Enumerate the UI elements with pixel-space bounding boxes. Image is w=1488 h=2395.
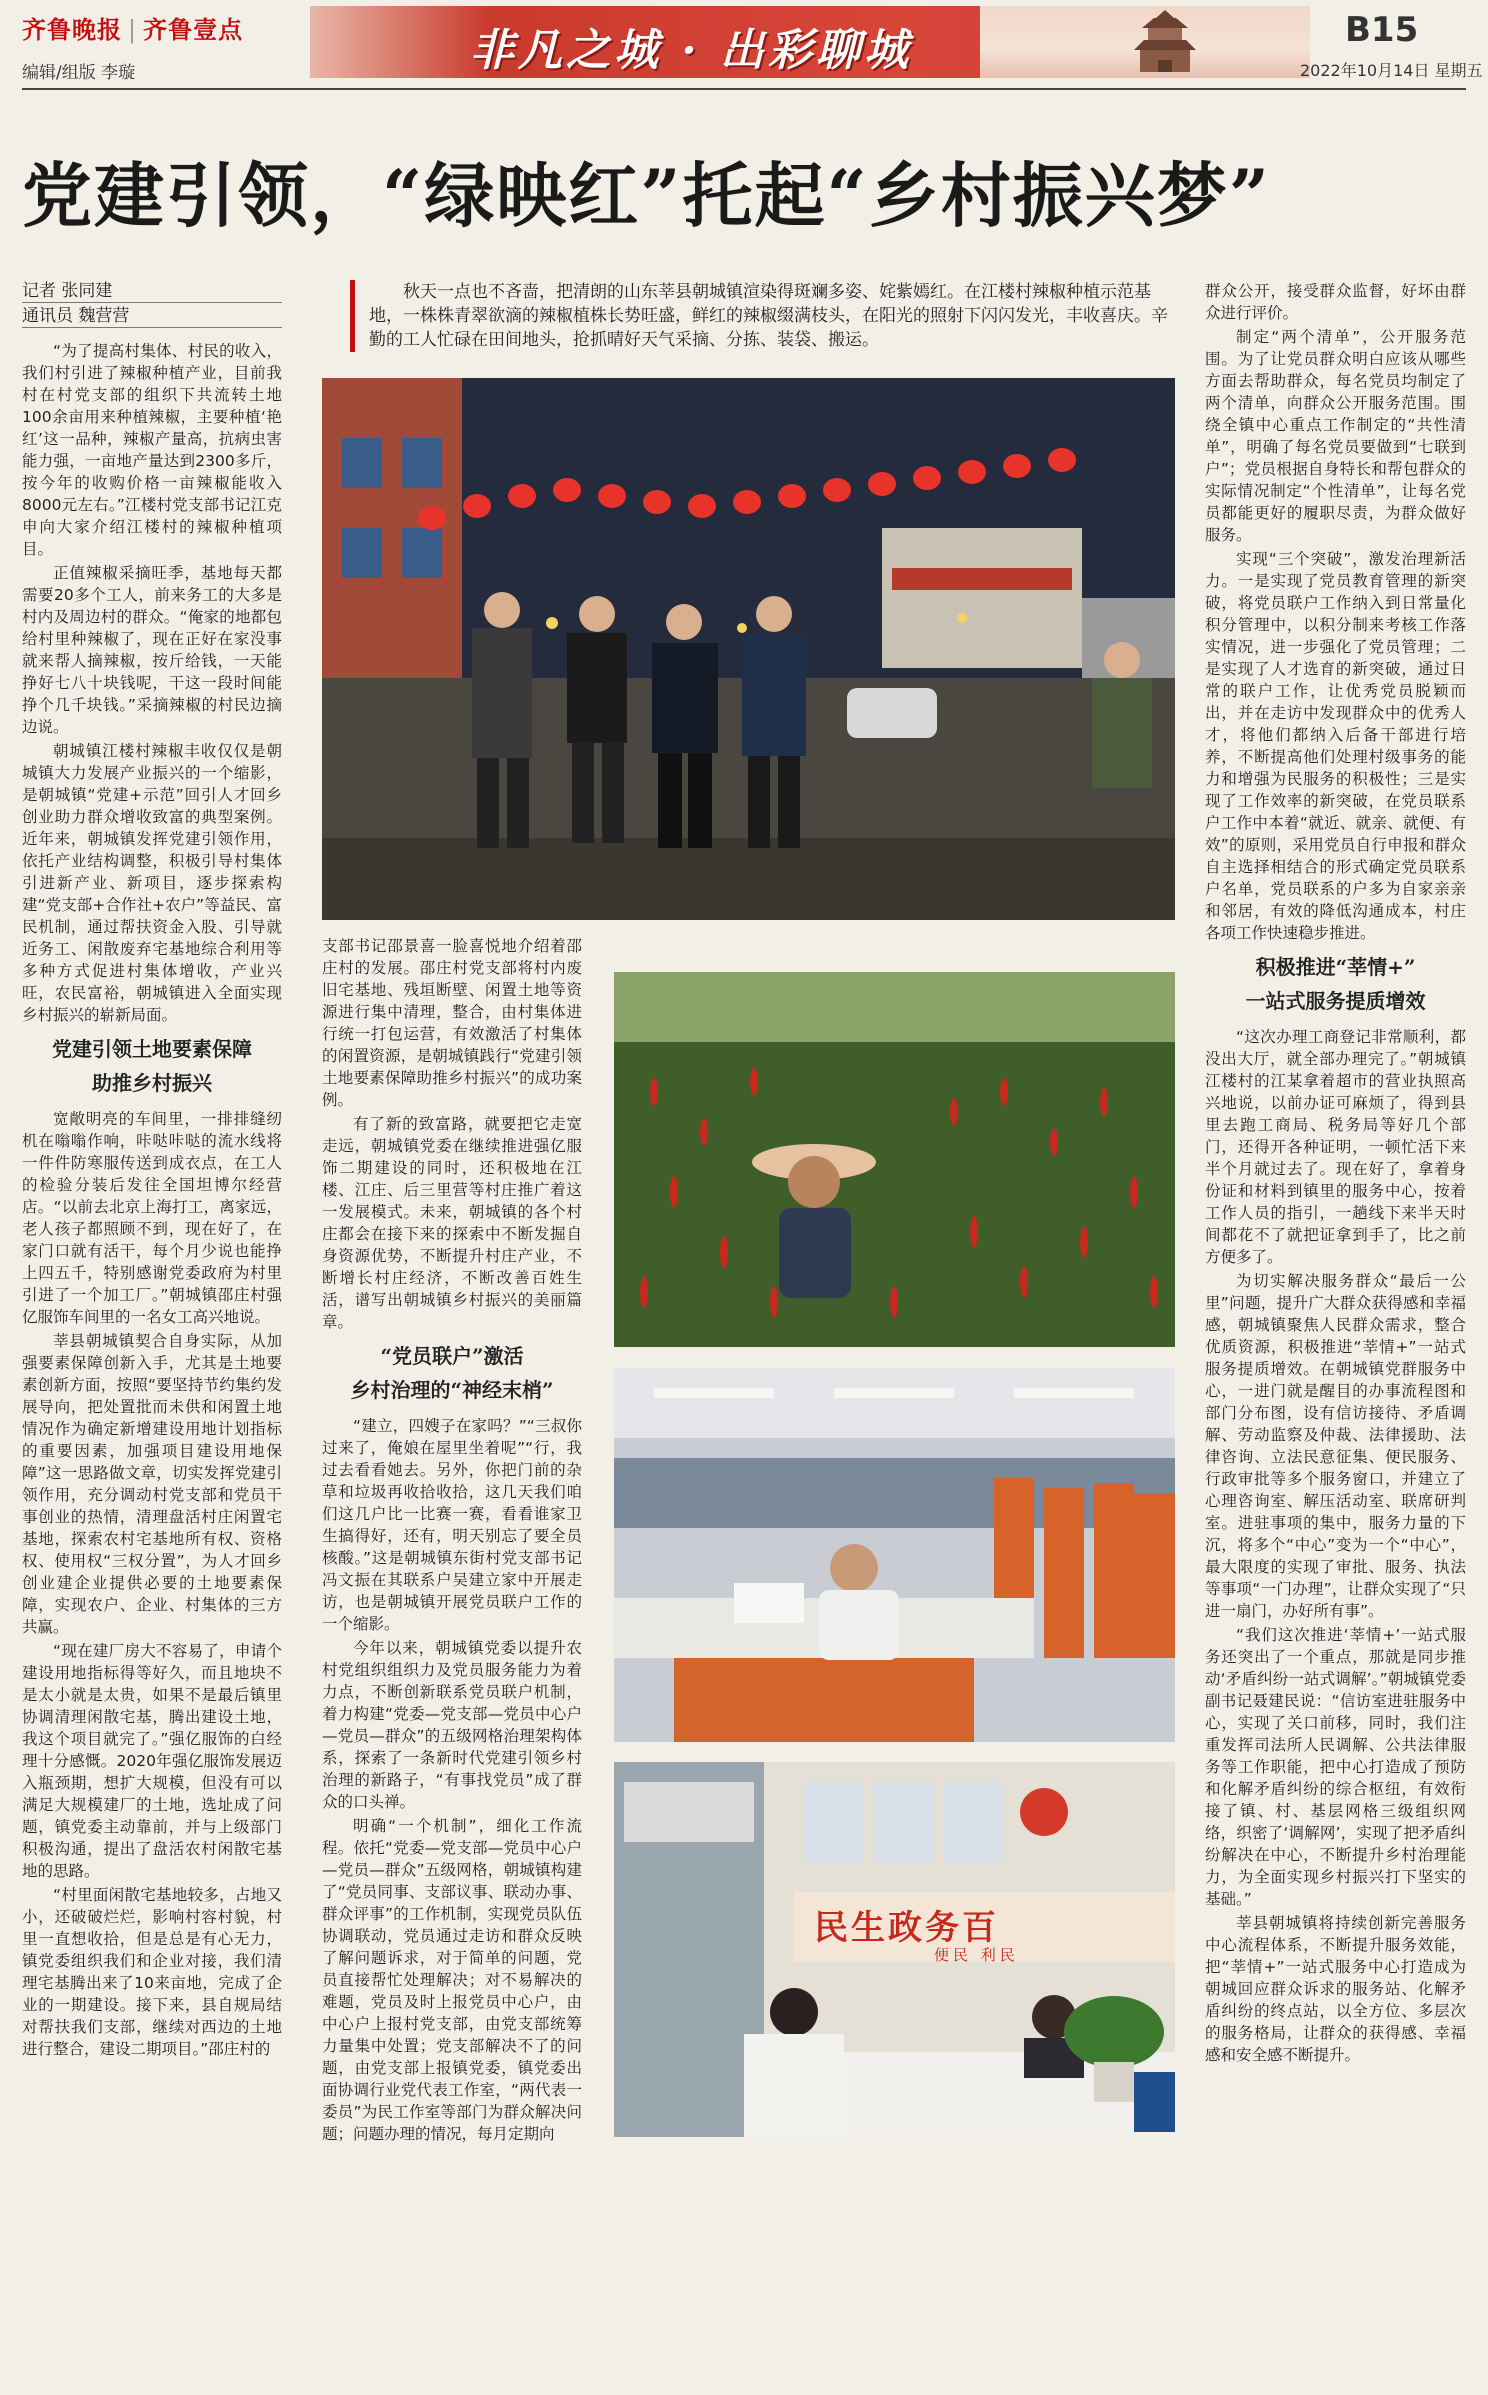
tower-illustration xyxy=(1120,10,1210,72)
issue-date: 2022年10月14日 星期五 xyxy=(1300,61,1483,80)
paragraph: “现在建厂房大不容易了，申请个建设用地指标得等好久，而且地块不是太小就是太贵，如果不是最后镇里协调清理闲散宅基，腾出建设土地，我这个项目就完了。”强亿服饰的白经理十分感慨。2020年强亿服饰发展迈入瓶颈期，想扩大规模，但没有可以满足大规模建厂的土地，选址成了问题，镇党委主动靠前，并与上级部门积极沟通，提出了盘活农村闲散宅基地的思路。 xyxy=(22,1642,282,1880)
paragraph: 莘县朝城镇将持续创新完善服务中心流程体系，不断提升服务效能，把“莘情+”一站式服务中心打造成为朝城回应群众诉求的服务站、化解矛盾纠纷的终点站，以全方位、多层次的服务格局，让群众的获得感、幸福感和安全感不断提升。 xyxy=(1205,1914,1466,2064)
newspaper-logo: 齐鲁晚报 | 齐鲁壹点 xyxy=(22,15,244,44)
column-3 xyxy=(1205,280,1466,2068)
column-2 xyxy=(322,935,582,2147)
service-sign-sub: 便民 利民 xyxy=(934,1946,1019,1964)
section-heading: 积极推进“莘情+” 一站式服务提质增效 xyxy=(1245,955,1426,1013)
correspondent: 通讯员 魏营营 xyxy=(22,305,282,328)
reporter: 记者 张同建 xyxy=(22,280,282,303)
paragraph: 今年以来，朝城镇党委以提升农村党组织组织力及党员服务能力为着力点，不断创新联系党员联户机制，着力构建“党委—党支部—党员中心户—党员—群众”的五级网格治理架构体系，探索了一条新时代党建引领乡村治理的新路子，“有事找党员”成了群众的口头禅。 xyxy=(322,1639,582,1811)
paragraph: 正值辣椒采摘旺季，基地每天都需要20多个工人，前来务工的大多是村内及周边村的群众。“俺家的地都包给村里种辣椒了，现在正好在家没事就来帮人摘辣椒，按斤给钱，一天能挣好七八十块钱呢，干这一段时间能挣个几千块钱。”采摘辣椒的村民边摘边说。 xyxy=(22,564,282,736)
photo-service-center xyxy=(614,1762,1175,2137)
section-heading: “党员联户”激活 乡村治理的“神经末梢” xyxy=(350,1344,554,1402)
paragraph: “建立，四嫂子在家吗？”“三叔你过来了，俺娘在屋里坐着呢”“行，我过去看看她去。另外，你把门前的杂草和垃圾再收拾收拾，这几天我们咱们这几户比一比赛一赛，看看谁家卫生搞得好，还有，明天别忘了要全员核酸。”这是朝城镇东街村党支部书记冯文振在其联系户吴建立家中开展走访，也是朝城镇开展党员联户工作的一个缩影。 xyxy=(322,1417,582,1633)
photo-garment-workshop xyxy=(614,1368,1175,1742)
service-sign: 民生政务百 xyxy=(814,1908,999,1948)
paragraph: “村里面闲散宅基地较多，占地又小，还破破烂烂，影响村容村貌，村里一直想收拾，但是总是有心无力，镇党委组织我们和企业对接，我们清理宅基腾出来了10来亩地，完成了企业的一期建设。接下来，县自规局结对帮扶我们支部，继续对西边的土地进行整合，建设二期项目。”邵庄村的 xyxy=(22,1886,282,2058)
photo-village-night xyxy=(322,378,1175,920)
paragraph: “这次办理工商登记非常顺利，都没出大厅，就全部办理完了。”朝城镇江楼村的江某拿着超市的营业执照高兴地说，以前办证可麻烦了，得到县里去跑工商局、税务局等好几个部门，还得开各种证明，一顿忙活下来半个月就过去了。现在好了，拿着身份证和材料到镇里的服务中心，按着工作人员的指引，一趟线下来半天时间都花不了就把证拿到手了，比之前方便多了。 xyxy=(1205,1028,1466,1266)
paragraph: 实现“三个突破”，激发治理新活力。一是实现了党员教育管理的新突破，将党员联户工作纳入到日常量化积分管理中，以积分制来考核工作落实情况，进一步强化了党员管理；二是实现了人才选育的新突破，通过日常的联户工作，让优秀党员脱颖而出，并在走访中发现群众中的优秀人才，将他们都纳入后备干部进行培养，不断提高他们处理村级事务的能力和增强为民服务的积极性；三是实现了工作效率的新突破，在党员联系户工作中本着“就近、就亲、就便、有效”的原则，采用党员自行申报和群众自主选择相结合的形式确定党员联系户名单，党员联系的户多为自家亲亲和邻居，有效的降低沟通成本，村庄各项工作快速稳步推进。 xyxy=(1205,550,1466,942)
paragraph: 有了新的致富路，就要把它走宽走远，朝城镇党委在继续推进强亿服饰二期建设的同时，还积极地在江楼、江庄、后三里营等村庄推广着这一发展模式。未来，朝城镇的各个村庄都会在接下来的探索中不断发掘自身资源优势，不断提升村庄产业，不断增长村庄经济，不断改善百姓生活，谱写出朝城镇乡村振兴的美丽篇章。 xyxy=(322,1115,582,1331)
paragraph: 群众公开，接受群众监督，好坏由群众进行评价。 xyxy=(1205,282,1466,322)
paragraph: 朝城镇江楼村辣椒丰收仅仅是朝城镇大力发展产业振兴的一个缩影，是朝城镇“党建+示范”回引人才回乡创业助力群众增收致富的典型案例。近年来，朝城镇发挥党建引领作用，依托产业结构调整，积极引导村集体引进新产业、新项目，逐步探索构建“党支部+合作社+农户”等益民、富民机制，通过帮扶资金入股、引导就近务工、闲散废弃宅基地综合利用等多种方式促进村集体增收，产业兴旺，农民富裕，朝城镇进入全面实现乡村振兴的崭新局面。 xyxy=(22,742,282,1024)
page-header xyxy=(0,0,1488,90)
page-number: B15 xyxy=(1345,10,1419,50)
paragraph: 莘县朝城镇契合自身实际，从加强要素保障创新入手，尤其是土地要素创新方面，按照“要坚持节约集约发展导向，把处置批而未供和闲置土地情况作为确定新增建设用地计划指标的重要因素，加强项目建设用地保障”这一思路做文章，切实发挥党建引领作用，充分调动村党支部和党员干事创业的热情，清理盘活村庄闲置宅基地，探索农村宅基地所有权、资格权、使用权“三权分置”，为人才回乡创业建企业提供必要的土地要素保障，实现农户、企业、村集体的三方共赢。 xyxy=(22,1332,282,1636)
paragraph: 为切实解决服务群众“最后一公里”问题，提升广大群众获得感和幸福感，朝城镇聚焦人民群众需求，整合优质资源，积极推进“莘情+”一站式服务提质增效。在朝城镇党群服务中心，一进门就是醒目的办事流程图和部门分布图，设有信访接待、矛盾调解、劳动监察及仲裁、法律援助、法律咨询、立法民意征集、便民服务、行政审批等多个服务窗口，并建立了心理咨询室、解压活动室、联席研判室。进驻事项的集中，服务力量的下沉，将多个“中心”变为一个“中心”，最大限度的实现了审批、服务、执法等事项“一门办理”，让群众实现了“只进一扇门，办好所有事”。 xyxy=(1205,1272,1466,1620)
headline: 党建引领，“绿映红”托起“乡村振兴梦” xyxy=(22,154,1272,237)
lead-paragraph: 秋天一点也不吝啬，把清朗的山东莘县朝城镇渲染得斑斓多姿、姹紫嫣红。在江楼村辣椒种植示范基地，一株株青翠欲滴的辣椒植株长势旺盛，鲜红的辣椒缀满枝头，在阳光的照射下闪闪发光，丰收喜庆。辛勤的工人忙碌在田间地头，抢抓晴好天气采摘、分拣、装袋、搬运。 xyxy=(350,280,1179,352)
paragraph: “为了提高村集体、村民的收入，我们村引进了辣椒种植产业，目前我村在村党支部的组织下共流转土地100余亩用来种植辣椒，主要种植‘艳红’这一品种，辣椒产量高，抗病虫害能力强，一亩地产量达到2300多斤，按今年的收购价格一亩辣椒能收入8000元左右。”江楼村党支部书记江克申向大家介绍江楼村的辣椒种植项目。 xyxy=(22,342,282,558)
paragraph: 制定“两个清单”，公开服务范围。为了让党员群众明白应该从哪些方面去帮助群众，每名党员均制定了两个清单，向群众公开服务范围。围绕全镇中心重点工作制定的“共性清单”，明确了每名党员要做到“七联到户”；党员根据自身特长和帮包群众的实际情况制定“个性清单”，让每名党员都能更好的履职尽责，为群众做好服务。 xyxy=(1205,328,1466,544)
paragraph: “我们这次推进‘莘情+’一站式服务还突出了一个重点，那就是同步推动‘矛盾纠纷一站式调解’。”朝城镇党委副书记聂建民说：“信访室进驻服务中心，实现了关口前移，同时，我们注重发挥司法所人民调解、公共法律服务等工作职能，把中心打造成了预防和化解矛盾纠纷的综合枢纽，有效衔接了镇、村、基层网格三级组织网络，织密了‘调解网’，实现了把矛盾纠纷解决在中心，不断提升乡村治理能力，为全面实现乡村振兴打下坚实的基础。” xyxy=(1205,1626,1466,1908)
paragraph: 支部书记邵景喜一脸喜悦地介绍着邵庄村的发展。邵庄村党支部将村内废旧宅基地、残垣断壁、闲置土地等资源进行集中清理，整合，由村集体进行统一打包运营，有效激活了村集体的闲置资源，是朝城镇践行“党建引领土地要素保障助推乡村振兴”的成功案例。 xyxy=(322,937,582,1109)
byline xyxy=(22,280,282,330)
editor-credit: 编辑/组版 李璇 xyxy=(22,63,136,83)
brand-logo: 齐鲁壹点 xyxy=(143,15,244,44)
header-rule xyxy=(22,88,1466,90)
paragraph: 明确“一个机制”，细化工作流程。依托“党委—党支部—党员中心户—党员—群众”五级网格，朝城镇构建了“党员同事、支部议事、联动办事、群众评事”的工作机制，实现党员队伍协调联动，党员通过走访和群众反映了解问题诉求，对于简单的问题，党员直接帮忙处理解决；对不易解决的难题，党员及时上报党员中心户，由中心户上报村党支部，由党支部统筹力量集中处置；党支部解决不了的问题，由党支部上报镇党委，镇党委出面协调行业党代表工作室，“两代表一委员”为民工作室等部门为群众解决问题；问题办理的情况，每月定期向 xyxy=(322,1817,582,2143)
section-heading: 党建引领土地要素保障 助推乡村振兴 xyxy=(52,1037,252,1095)
photo-pepper-field xyxy=(614,972,1175,1347)
banner-slogan: 非凡之城 · 出彩聊城 xyxy=(470,25,912,76)
paragraph: 宽敞明亮的车间里，一排排缝纫机在嗡嗡作响，咔哒咔哒的流水线将一件件防寒服传送到成衣点，在工人的检验分装后发往全国坦博尔经营店。“以前去北京上海打工，离家远，老人孩子都照顾不到，现在好了，在家门口就有活干，每个月少说也能挣上四五千，特别感谢党委政府为村里引进了一个加工厂。”朝城镇邵庄村强亿服饰车间里的一名女工高兴地说。 xyxy=(22,1110,282,1326)
column-1 xyxy=(22,340,282,2062)
